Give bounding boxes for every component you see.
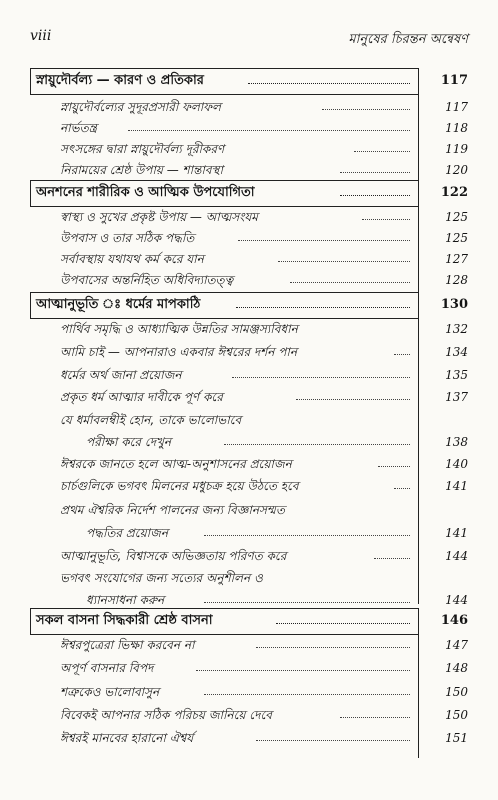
entry-page: 119 [445, 142, 468, 156]
entry-title: শত্রুকেও ভালোবাসুন [60, 685, 160, 699]
entry-title: আমি চাই — আপনারাও একবার ঈশ্বরের দর্শন পান [60, 345, 298, 359]
leader-dots [374, 558, 410, 559]
page-number: viii [30, 28, 52, 44]
leader-dots [362, 219, 410, 220]
chapter-title: অনশনের শারীরিক ও আত্মিক উপযোগিতা [36, 185, 255, 200]
entry-page: 148 [445, 661, 468, 675]
entry-page: 117 [445, 100, 468, 114]
entry-title-line2: পরীক্ষা করে দেখুন [86, 435, 172, 449]
leader-dots [296, 399, 410, 400]
chapter-page: 117 [440, 73, 468, 88]
entry-title: প্রকৃত ধর্ম আত্মার দাবীকে পূর্ণ করে [60, 390, 223, 404]
entry-title: স্বাস্থ্য ও সুখের প্রকৃষ্ট উপায় — আত্মসংযম [60, 210, 258, 224]
chapter-title: স্নায়ুদৌর্বল্য — কারণ ও প্রতিকার [36, 73, 204, 88]
entry-page: 141 [445, 526, 468, 540]
section-divider [30, 608, 31, 634]
leader-dots [340, 195, 410, 196]
entry-title: স্নায়ুদৌর্বল্যের সুদূরপ্রসারী ফলাফল [60, 100, 221, 114]
leader-dots [236, 307, 410, 308]
section-divider [30, 180, 418, 181]
leader-dots [276, 623, 410, 624]
leader-dots [204, 535, 410, 536]
entry-page: 141 [445, 479, 468, 493]
leader-dots [394, 354, 410, 355]
entry-page: 150 [445, 708, 468, 722]
chapter-page: 130 [440, 297, 468, 312]
running-title: মানুষের চিরন্তন অন্বেষণ [348, 32, 468, 47]
leader-dots [322, 109, 410, 110]
section-divider [30, 68, 418, 69]
section-divider [418, 180, 419, 292]
entry-page: 132 [445, 322, 468, 336]
chapter-title: আত্মানুভূতি ঃ ধর্মের মাপকাঠি [36, 297, 201, 312]
entry-title: ঈশ্বরপুত্রেরা ভিক্ষা করবেন না [60, 638, 195, 652]
entry-page: 144 [445, 593, 468, 607]
leader-dots [224, 444, 410, 445]
entry-title: নিরাময়ের শ্রেষ্ঠ উপায় — শান্তাবস্থা [60, 163, 223, 177]
entry-title: উপবাস ও তার সঠিক পদ্ধতি [60, 231, 195, 245]
section-divider [418, 608, 419, 758]
entry-title: পার্থিব সমৃদ্ধি ও আধ্যাত্মিক উন্নতির সামঞ্জস্যবিধান [60, 322, 298, 336]
leader-dots [394, 488, 410, 489]
leader-dots [378, 466, 410, 467]
entry-title: অপূর্ণ বাসনার বিপদ [60, 661, 154, 675]
chapter-title: সকল বাসনা সিদ্ধকারী শ্রেষ্ঠ বাসনা [36, 613, 213, 628]
section-divider [30, 94, 418, 95]
entry-title: নার্ভতন্ত্র [60, 121, 97, 135]
chapter-page: 146 [440, 613, 468, 628]
chapter-page: 122 [440, 185, 468, 200]
entry-title-line2: ধ্যানসাধনা করুন [86, 593, 165, 607]
entry-title: উপবাসের অন্তর্নিহিত অধিবিদ্যাতত্ত্ব [60, 273, 234, 287]
section-divider [30, 634, 418, 635]
entry-page: 135 [445, 368, 468, 382]
leader-dots [278, 261, 410, 262]
entry-title: আত্মানুভূতি, বিশ্বাসকে অভিজ্ঞতায় পরিণত করে [60, 549, 287, 563]
entry-title: ভগবৎ সংযোগের জন্য সত্যের অনুশীলন ও [60, 571, 263, 585]
entry-title: সৎসঙ্গের দ্বারা স্নায়ুদৌর্বল্য দূরীকরণ [60, 142, 225, 156]
leader-dots [232, 377, 410, 378]
entry-page: 128 [445, 273, 468, 287]
entry-page: 127 [445, 252, 468, 266]
entry-page: 120 [445, 163, 468, 177]
entry-title-line2: পদ্ধতির প্রয়োজন [86, 526, 169, 540]
entry-title: চার্চগুলিকে ভগবৎ মিলনের মধুচক্র হয়ে উঠতে হবে [60, 479, 299, 493]
section-divider [30, 292, 31, 318]
section-divider [30, 318, 418, 319]
section-divider [418, 68, 419, 180]
leader-dots [204, 694, 410, 695]
section-divider [30, 292, 418, 293]
leader-dots [128, 130, 410, 131]
section-divider [30, 180, 31, 206]
entry-page: 150 [445, 685, 468, 699]
leader-dots [238, 240, 410, 241]
section-divider [30, 206, 418, 207]
leader-dots [204, 602, 410, 603]
entry-page: 125 [445, 210, 468, 224]
entry-title: ধর্মের অর্থ জানা প্রয়োজন [60, 368, 182, 382]
entry-page: 151 [445, 731, 468, 745]
entry-title: বিবেকই আপনার সঠিক পরিচয় জানিয়ে দেবে [60, 708, 272, 722]
entry-page: 147 [445, 638, 468, 652]
entry-title: প্রথম ঐশ্বরিক নির্দেশ পালনের জন্য বিজ্ঞানসম্মত [60, 503, 285, 517]
entry-title: সর্বাবস্থায় যথাযথ কর্ম করে যান [60, 252, 204, 266]
leader-dots [196, 670, 410, 671]
leader-dots [340, 717, 410, 718]
section-divider [30, 68, 31, 94]
entry-title: ঈশ্বরকে জানতে হলে আত্ম-অনুশাসনের প্রয়োজন [60, 457, 292, 471]
section-divider [30, 608, 418, 609]
entry-page: 118 [445, 121, 468, 135]
leader-dots [256, 740, 410, 741]
leader-dots [290, 282, 410, 283]
entry-page: 140 [445, 457, 468, 471]
section-divider [418, 292, 419, 604]
entry-title: যে ধর্মাবলম্বীই হোন, তাকে ভালোভাবে [60, 413, 242, 427]
entry-title: ঈশ্বরই মানবের হারানো ঐশ্বর্য [60, 731, 194, 745]
entry-page: 138 [445, 435, 468, 449]
entry-page: 137 [445, 390, 468, 404]
leader-dots [248, 83, 410, 84]
entry-page: 144 [445, 549, 468, 563]
leader-dots [256, 647, 410, 648]
entry-page: 125 [445, 231, 468, 245]
entry-page: 134 [445, 345, 468, 359]
leader-dots [340, 172, 410, 173]
leader-dots [354, 151, 410, 152]
